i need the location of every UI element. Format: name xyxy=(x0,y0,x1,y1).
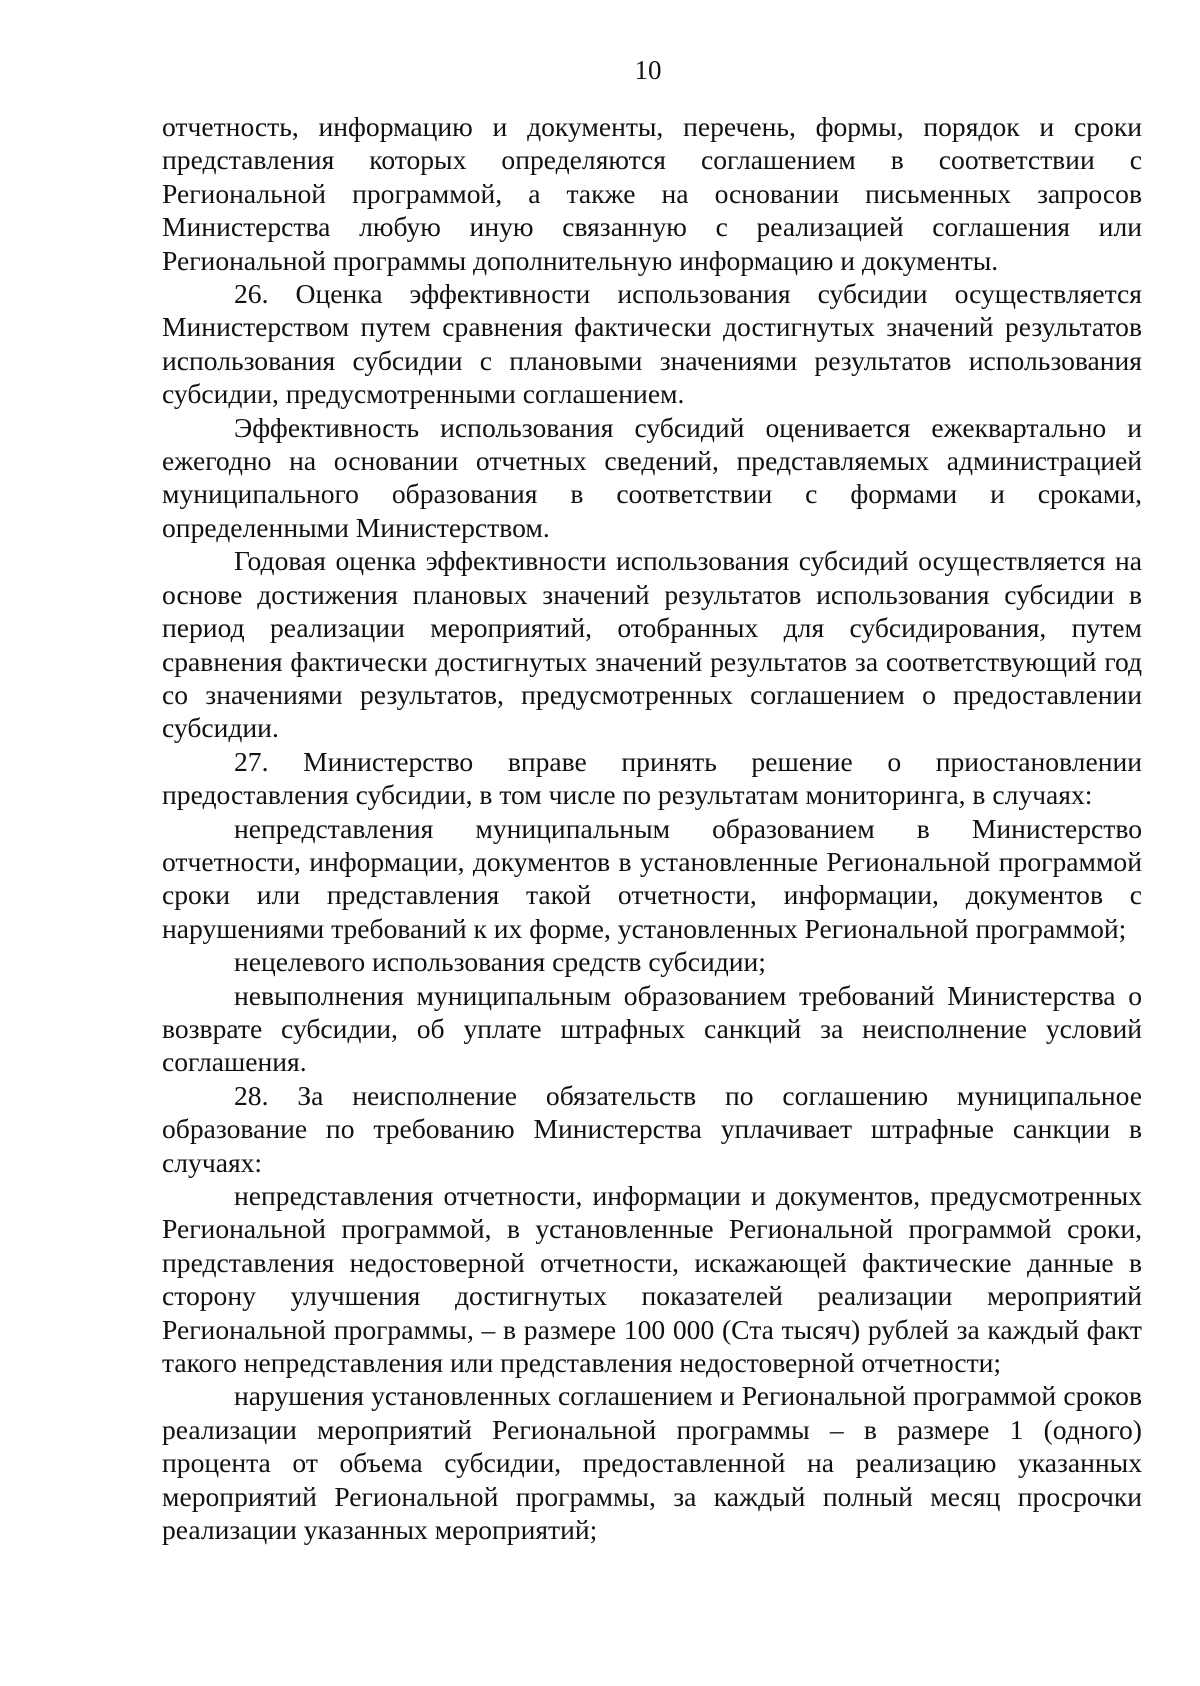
paragraph-27-case-noncompliance: невыполнения муниципальным образованием требований Министерства о возврате субсидии, об уплате штрафных санкций за неисполнение условий соглашения. xyxy=(162,979,1142,1078)
paragraph-28: 28. За неисполнение обязательств по соглашению муниципальное образование по требованию Министерства уплачивает штрафные санкции в случаях: xyxy=(162,1079,1142,1178)
paragraph-annual-assessment: Годовая оценка эффективности использования субсидий осуществляется на основе достижения плановых значений результатов использования субсидии в период реализации мероприятий, отобранных для субсидирования, путем сравнения фактически достигнутых значений результатов за соответствующий год со значениями результатов, предусмотренных соглашением о предоставлении субсидии. xyxy=(162,545,1142,744)
paragraph-28-case-reporting: непредставления отчетности, информации и документов, предусмотренных Региональной программой, в установленные Региональной программой сроки, представления недостоверной отчетности, искажающей фактические данные в сторону улучшения достигнутых показателей реализации мероприятий Региональной программы, – в размере 100 000 (Ста тысяч) рублей за каждый факт такого непредставления или представления недостоверной отчетности; xyxy=(162,1180,1142,1379)
page-number: 10 xyxy=(634,55,662,85)
paragraph-27: 27. Министерство вправе принять решение о приостановлении предоставления субсидии, в том числе по результатам мониторинга, в случаях: xyxy=(162,745,1142,811)
paragraph-28-case-deadlines: нарушения установленных соглашением и Региональной программой сроков реализации мероприятий Региональной программы – в размере 1 (одного) процента от объема субсидии, предоставленной на реализацию указанных мероприятий Региональной программы, за каждый полный месяц просрочки реализации указанных мероприятий; xyxy=(162,1380,1142,1546)
paragraph-27-case-misuse: нецелевого использования средств субсидии; xyxy=(234,946,766,978)
paragraph-continuation: отчетность, информацию и документы, перечень, формы, порядок и сроки представления которых определяются соглашением в соответствии с Региональной программой, а также на основании письменных запросов Министерства любую иную связанную с реализацией соглашения или Региональной программы дополнительную информацию и документы. xyxy=(162,111,1142,276)
paragraph-26: 26. Оценка эффективности использования субсидии осуществляется Министерством путем сравнения фактически достигнутых значений результатов использования субсидии с плановыми значениями результатов использования субсидии, предусмотренными соглашением. xyxy=(162,278,1142,410)
paragraph-efficiency-quarterly: Эффективность использования субсидий оценивается ежеквартально и ежегодно на основании отчетных сведений, представляемых администрацией муниципального образования в соответствии с формами и сроками, определенными Министерством. xyxy=(162,411,1142,543)
paragraph-27-case-nonsubmission: непредставления муниципальным образованием в Министерство отчетности, информации, документов в установленные Региональной программой сроки или представления такой отчетности, информации, документов с нарушениями требований к их форме, установленных Региональной программой; xyxy=(162,812,1142,944)
document-body xyxy=(162,110,1142,1546)
